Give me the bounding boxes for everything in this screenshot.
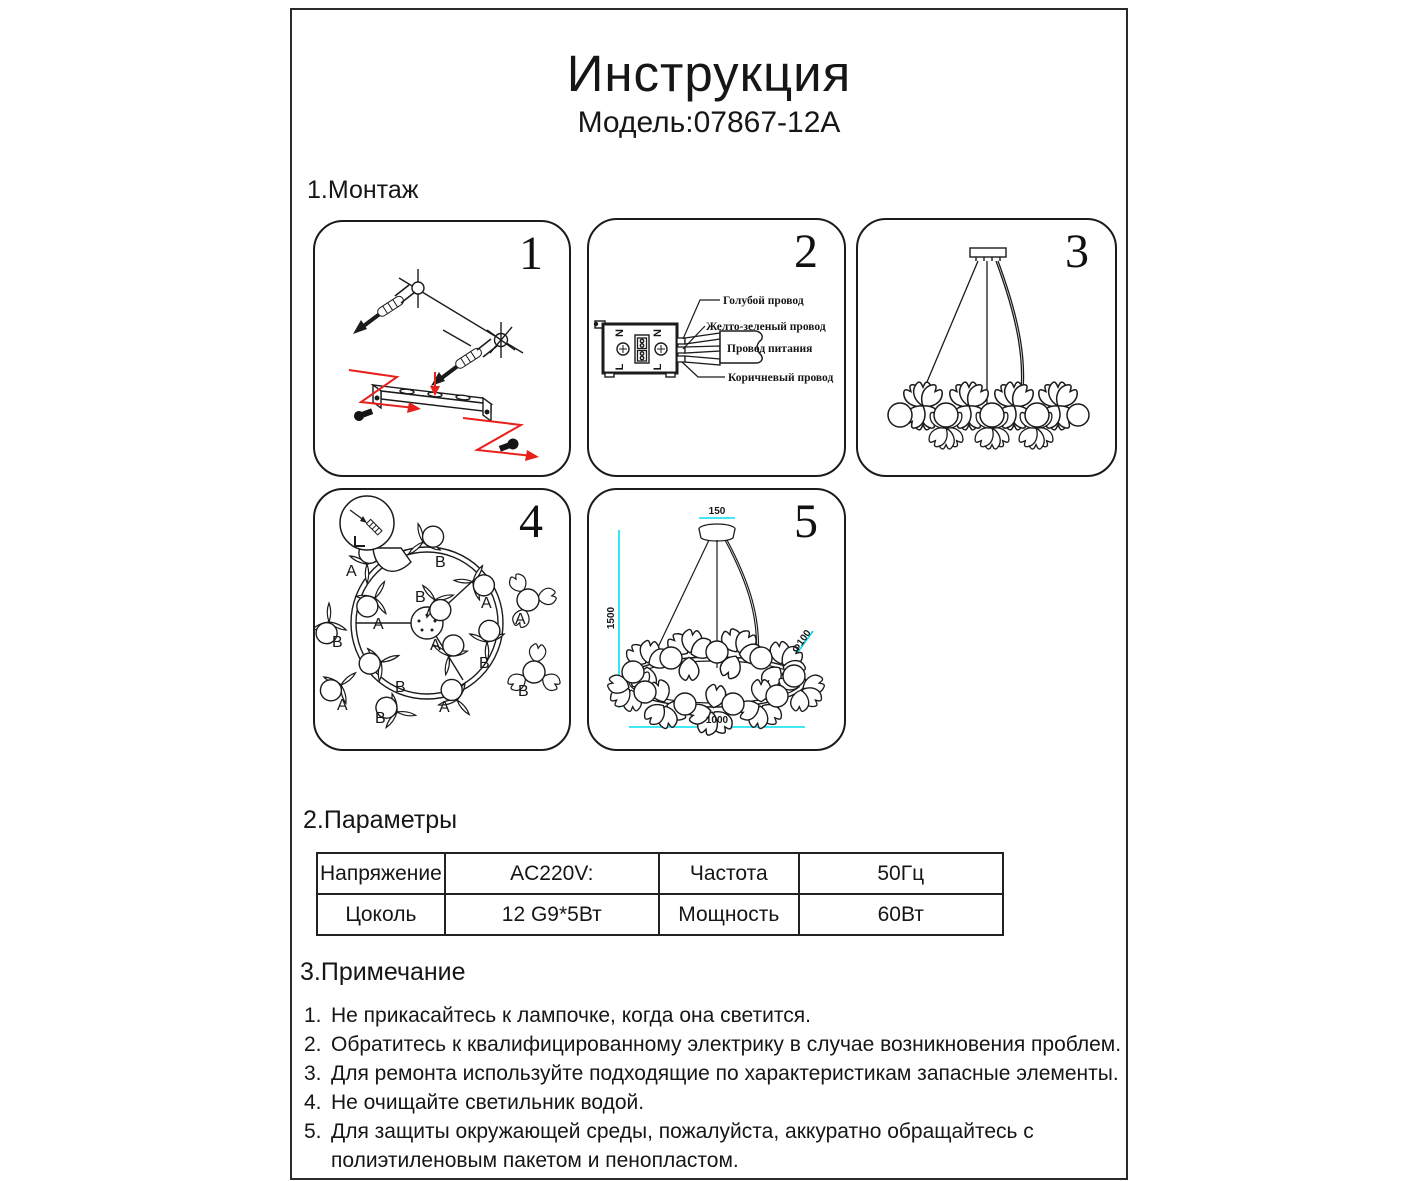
terminal-label-l: L	[614, 363, 626, 371]
note-text: Не прикасайтесь к лампочке, когда она светится.	[331, 1004, 811, 1027]
diagram-panel-2	[587, 218, 846, 477]
bulb	[660, 647, 682, 669]
wall-anchor	[353, 285, 415, 334]
param-label: Мощность	[659, 894, 799, 935]
letter-a: A	[373, 616, 384, 633]
section-params: 2.Параметры	[303, 806, 458, 834]
note-item	[304, 1088, 1124, 1117]
panel-number: 4	[519, 495, 543, 548]
bulb	[980, 403, 1004, 427]
letter-a: A	[481, 595, 492, 612]
table-row	[317, 853, 1003, 894]
wire-label-power: Провод питания	[727, 343, 813, 355]
wall-anchor	[431, 339, 497, 386]
bulb	[888, 403, 912, 427]
bulb	[674, 693, 696, 715]
letter-b: B	[332, 634, 343, 651]
note-number: 4.	[304, 1091, 322, 1114]
mounting-bracket	[373, 385, 491, 421]
dim-drop: 1500	[606, 606, 617, 630]
letter-b: B	[518, 683, 529, 700]
note-text: Для ремонта используйте подходящие по характеристикам запасные элементы.	[331, 1062, 1119, 1085]
canopy	[699, 524, 735, 541]
letter-b: B	[435, 554, 446, 571]
note-item	[304, 1117, 1124, 1175]
terminal-label-n: N	[652, 329, 664, 337]
dim-canopy: 150	[708, 506, 726, 517]
parameters-table	[316, 852, 1004, 936]
param-value: AC220V:	[445, 853, 659, 894]
param-label: Напряжение	[317, 853, 445, 894]
panel-number: 1	[519, 227, 543, 280]
wire-label-blue: Голубой провод	[723, 295, 804, 307]
param-label: Цоколь	[317, 894, 445, 935]
note-number: 1.	[304, 1004, 322, 1027]
panel-number: 3	[1065, 225, 1089, 278]
bulb	[934, 403, 958, 427]
diagram-panel-4	[313, 488, 571, 751]
bulb	[634, 681, 656, 703]
wire-label-yellow-green: Желто-зеленый провод	[706, 321, 826, 333]
bulb	[622, 661, 644, 683]
terminal-label-n: N	[614, 329, 626, 337]
bulb	[750, 647, 772, 669]
chandelier-ring	[888, 382, 1089, 450]
notes-list	[304, 1001, 1124, 1175]
note-number: 5.	[304, 1120, 322, 1143]
dim-width: 1000	[705, 715, 729, 726]
letter-a: A	[439, 699, 450, 716]
letter-b: B	[479, 655, 490, 672]
spare-parts	[499, 572, 569, 713]
bulb	[1067, 404, 1089, 426]
page-title: Инструкция	[566, 45, 852, 102]
note-number: 3.	[304, 1062, 322, 1085]
diagram-panel-1	[313, 220, 571, 477]
section-montage: 1.Монтаж	[307, 176, 419, 204]
bulb	[783, 665, 805, 687]
table-row	[317, 894, 1003, 935]
note-text: Не очищайте светильник водой.	[331, 1091, 645, 1114]
bulb	[722, 693, 744, 715]
note-item	[304, 1059, 1124, 1088]
dim-ball: Ф100	[790, 628, 814, 656]
bulb	[1025, 403, 1049, 427]
letter-a: A	[346, 563, 357, 580]
letter-a: A	[430, 637, 441, 654]
param-value: 12 G9*5Вт	[445, 894, 659, 935]
letter-b: B	[375, 710, 386, 727]
panel-number: 5	[794, 495, 818, 548]
bulb	[766, 685, 788, 707]
terminal-label-l: L	[652, 363, 664, 371]
param-value: 60Вт	[799, 894, 1003, 935]
note-item	[304, 1030, 1124, 1059]
model-number: Модель:07867-12A	[577, 106, 841, 139]
letter-b: B	[395, 679, 406, 696]
diagram-panel-5	[587, 488, 846, 751]
note-item	[304, 1001, 1124, 1030]
section-notes: 3.Примечание	[300, 958, 466, 986]
param-label: Частота	[659, 853, 799, 894]
letter-b: B	[415, 589, 426, 606]
bracket-screw	[353, 407, 520, 454]
wire-label-brown: Коричневый провод	[728, 372, 834, 384]
bulb	[706, 641, 728, 663]
note-text: Для защиты окружающей среды, пожалуйста, аккуратно обращайтесь с полиэтиленовым пакетом и пенопластом.	[331, 1120, 1034, 1172]
param-value: 50Гц	[799, 853, 1003, 894]
letter-a: A	[337, 697, 348, 714]
note-text: Обратитесь к квалифицированному электрику в случае возникновения проблем.	[331, 1033, 1122, 1056]
diagram-panel-3	[856, 218, 1117, 477]
detail-bubble	[340, 496, 411, 571]
letter-a: A	[515, 611, 526, 628]
panel-number: 2	[794, 225, 818, 278]
terminal-block	[594, 321, 677, 377]
note-number: 2.	[304, 1033, 322, 1056]
canopy	[970, 248, 1006, 261]
